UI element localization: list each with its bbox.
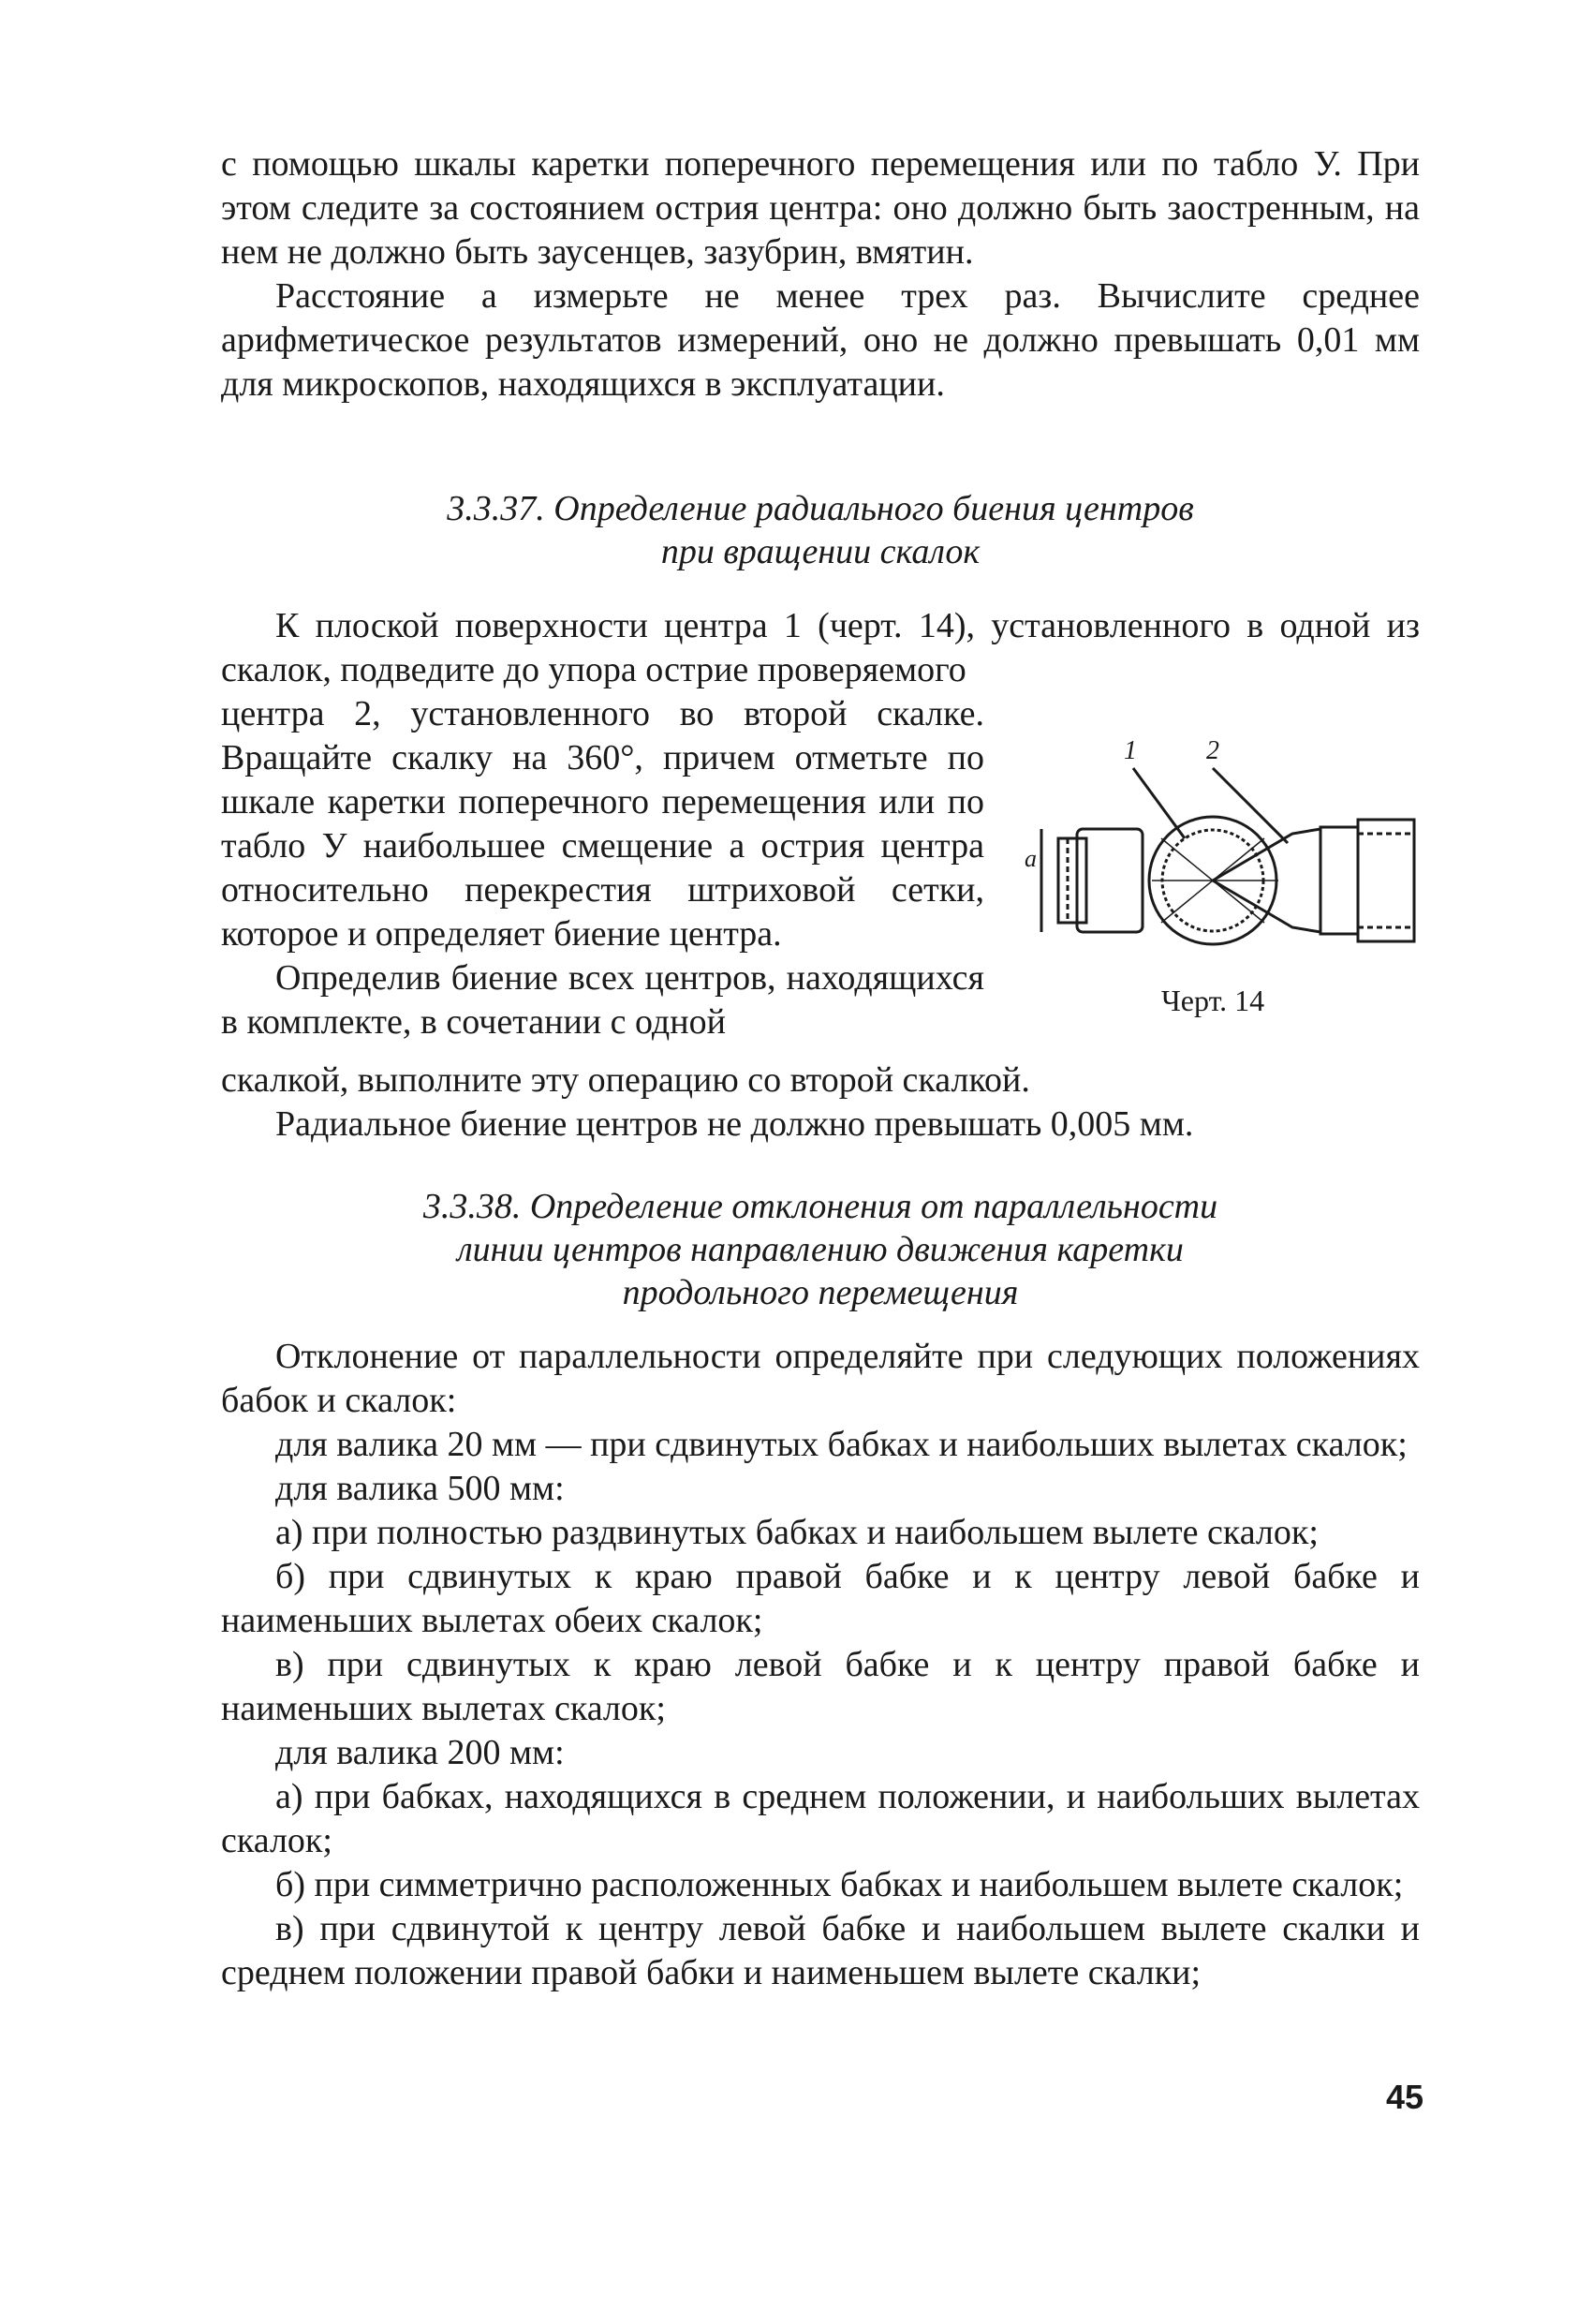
paragraph: для валика 500 мм:	[275, 1469, 565, 1508]
paragraph: для валика 200 мм:	[275, 1733, 565, 1772]
list-item: в) при сдвинутой к центру левой бабке и наибольшем вылете скалки и среднем положении правой бабки и наименьшем вылете скалки;	[221, 1909, 1420, 1992]
list-item: в) при сдвинутых к краю левой бабке и к центру правой бабке и наименьших вылетах скалок;	[221, 1645, 1420, 1728]
intro-block	[221, 142, 1420, 407]
section-heading-3-3-37	[221, 487, 1420, 573]
figure-label-a: a	[1025, 845, 1037, 872]
text-beside-figure	[221, 692, 984, 1044]
list-item: б) при сдвинутых к краю правой бабке и к центру левой бабке и наименьших вылетах обеих скалок;	[221, 1557, 1420, 1640]
paragraph: скалкой, выполните эту операцию со второй скалкой.	[221, 1060, 1030, 1100]
center-runout-diagram	[1021, 726, 1423, 979]
section-3-3-38-body	[221, 1335, 1420, 1995]
paragraph: Отклонение от параллельности определяйте при следующих положениях бабок и скалок:	[221, 1337, 1420, 1420]
list-item: а) при полностью раздвинутых бабках и наибольшем вылете скалок;	[275, 1513, 1319, 1552]
heading-line: 3.3.38. Определение отклонения от параллельности	[422, 1187, 1218, 1226]
heading-line: при вращении скалок	[660, 532, 981, 571]
list-item: б) при симметрично расположенных бабках и наибольшем вылете скалок;	[275, 1865, 1404, 1904]
paragraph: с помощью шкалы каретки поперечного перемещения или по табло У. При этом следите за состоянием острия центра: оно должно быть заостренным, на нем не должно быть заусенцев, зазубрин, вмятин.	[221, 144, 1420, 272]
section-3-3-37-continuation	[221, 1058, 1420, 1147]
paragraph: Радиальное биение центров не должно превышать 0,005 мм.	[275, 1104, 1194, 1144]
heading-line: линии центров направлению движения каретки	[457, 1230, 1184, 1269]
figure-label-2: 2	[1206, 736, 1219, 765]
paragraph: Определив биение всех центров, находящихся в комплекте, в сочетании с одной	[221, 958, 984, 1042]
heading-line: 3.3.37. Определение радиального биения центров	[447, 489, 1194, 528]
heading-line: продольного перемещения	[622, 1273, 1019, 1312]
figure-label-1: 1	[1124, 736, 1137, 765]
list-item: а) при бабках, находящихся в среднем положении, и наибольших вылетах скалок;	[221, 1777, 1420, 1860]
paragraph: Расстояние а измерьте не менее трех раз. Вычислите среднее арифметическое результатов измерений, оно не должно превышать 0,01 мм для микроскопов, находящихся в эксплуатации.	[221, 276, 1420, 404]
paragraph: К плоской поверхности центра 1 (черт. 14), установленного в одной из скалок, подведите до упора острие проверяемого	[221, 606, 1420, 689]
figure-caption: Черт. 14	[1161, 984, 1265, 1017]
paragraph: центра 2, установленного во второй скалке. Вращайте скалку на 360°, причем отметьте по шкале каретки поперечного перемещения или по табло У наибольшее смещение а острия центра относительно перекрестия штриховой сетки, которое и определяет биение центра.	[221, 694, 984, 954]
paragraph: для валика 20 мм — при сдвинутых бабках и наибольших вылетах скалок;	[275, 1425, 1408, 1464]
page-number: 45	[1386, 2078, 1424, 2116]
section-heading-3-3-38	[221, 1185, 1420, 1314]
